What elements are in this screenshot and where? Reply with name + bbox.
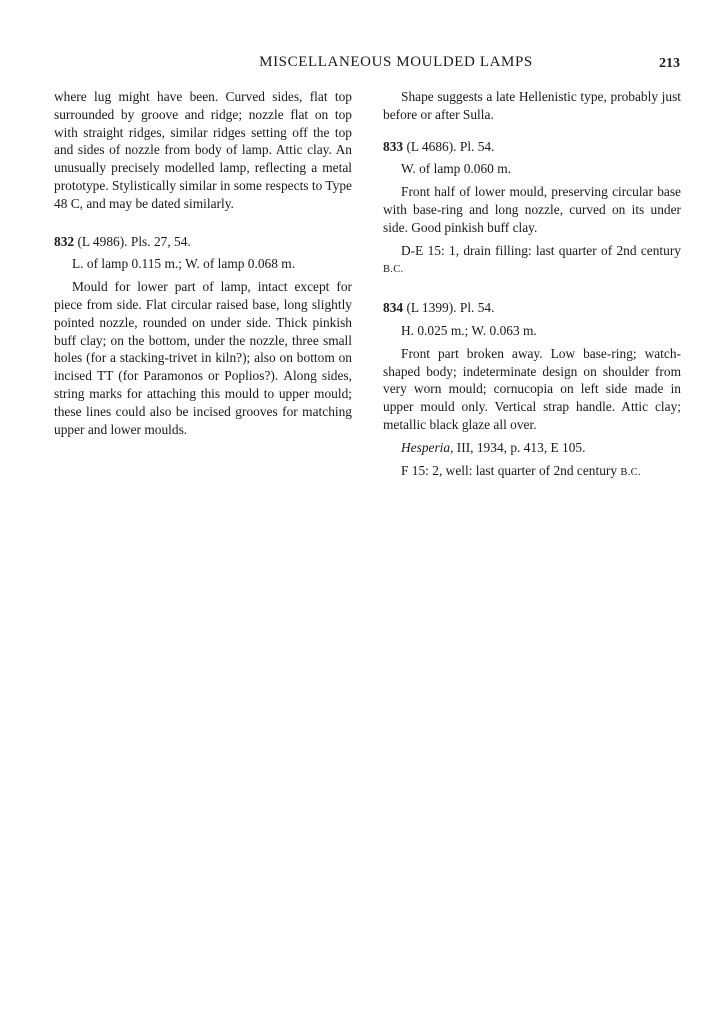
entry-catalog: (L 4986). Pls. 27, 54. [74, 233, 191, 249]
entry-reference [383, 439, 681, 457]
page-number: 213 [659, 56, 680, 71]
reference-journal: Hesperia [401, 439, 451, 455]
era-label: B.C. [383, 264, 404, 276]
entry-catalog: (L 1399). Pl. 54. [403, 300, 495, 316]
context-text: F 15: 2, well: last quarter of 2nd century [401, 462, 621, 478]
entry-description: Front part broken away. Low base-ring; watch-shaped body; indeterminate design on shoulder from very worn mould; cornucopia on left side made in upper mould only. Vertical strap handle. Attic clay; metallic black glaze all over. [383, 345, 681, 432]
entry-dimensions: L. of lamp 0.115 m.; W. of lamp 0.068 m. [72, 256, 296, 272]
entry-description: Front half of lower mould, preserving circular base with base-ring and long nozzle, curved on its under side. Good pinkish buff clay. [383, 184, 681, 235]
entry-heading-833 [383, 138, 681, 156]
entry-description: Mould for lower part of lamp, intact except for piece from side. Flat circular raised base, long slightly pointed nozzle, rounded on under side. Thick pinkish buff clay; on the bottom, under the nozzle, three small holes (for a stacking-trivet in kiln?); also on bottom on incised ΤΤ (for Paramonos or Poplios?). Along sides, string marks for attaching this mould to upper mould; these lines could also be incised grooves for matching upper and lower moulds. [54, 279, 352, 437]
entry-number: 834 [383, 300, 404, 316]
entry-number: 832 [54, 233, 75, 249]
era-label: B.C. [620, 466, 641, 478]
reference-details: , III, 1934, p. 413, E 105. [450, 439, 586, 455]
entry-context [383, 462, 681, 482]
entry-dimensions: W. of lamp 0.060 m. [401, 161, 511, 177]
running-head: MISCELLANEOUS MOULDED LAMPS [259, 54, 533, 70]
entry-dimensions: H. 0.025 m.; W. 0.063 m. [401, 322, 537, 338]
entry-context [383, 242, 681, 280]
left-column [54, 88, 352, 438]
context-text: D-E 15: 1, drain filling: last quarter of 2nd century [401, 242, 681, 258]
right-column [383, 88, 681, 481]
continuation-paragraph: where lug might have been. Curved sides, flat top surrounded by groove and ridge; nozzle flat on top with straight ridges, similar ridges setting off the top and sides of nozzle from body of lamp. Attic clay. An unusually precisely modelled lamp, reflecting a metal prototype. Stylistically similar in some respects to Type 48 C, and may be dated similarly. [54, 89, 352, 211]
entry-number: 833 [383, 138, 404, 154]
continuation-paragraph: Shape suggests a late Hellenistic type, probably just before or after Sulla. [383, 89, 681, 122]
entry-heading-832 [54, 233, 352, 251]
entry-catalog: (L 4686). Pl. 54. [403, 138, 495, 154]
entry-heading-834 [383, 299, 681, 317]
